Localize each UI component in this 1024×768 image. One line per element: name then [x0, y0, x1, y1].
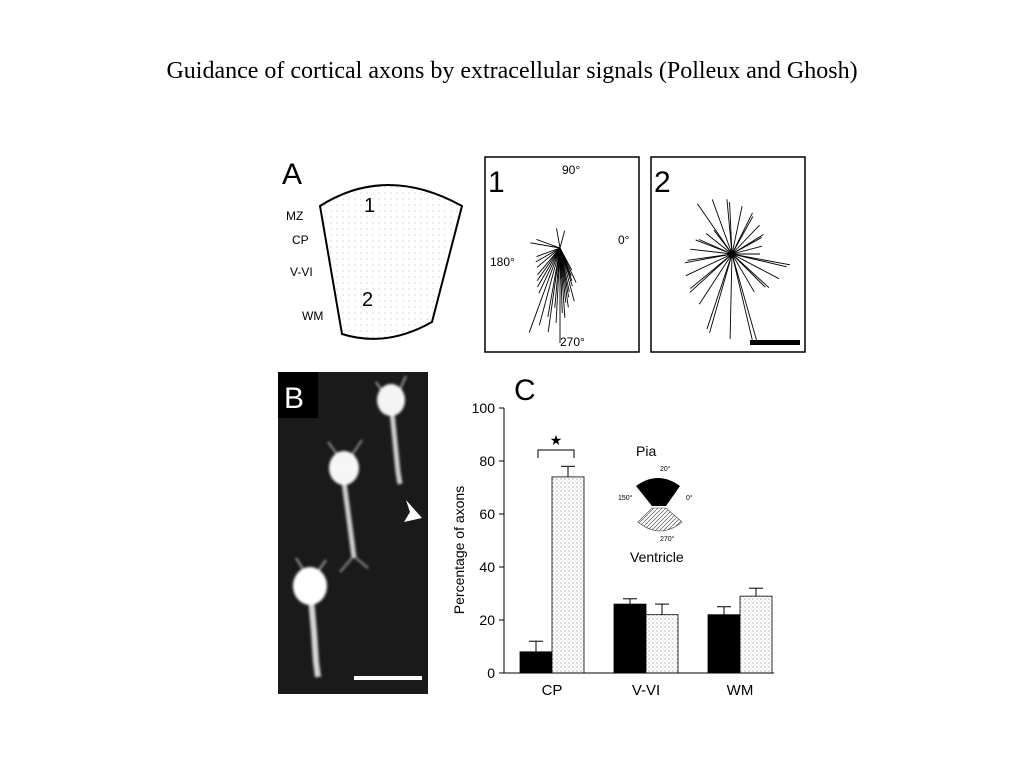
inset-label-pia: Pia [636, 443, 657, 459]
significance-star: ★ [549, 432, 563, 448]
layer-label-wm: WM [302, 309, 324, 323]
panel-a2-orientation-plot [650, 156, 806, 353]
panel-b-micrograph [278, 372, 428, 694]
inset-label-ventricle: Ventricle [630, 549, 684, 565]
region-1-label: 1 [364, 195, 376, 217]
panel-a1-number: 1 [488, 166, 505, 199]
bar [740, 596, 772, 673]
inset-upper-sector [636, 478, 680, 506]
x-axis [504, 673, 774, 699]
panel-c-letter: C [514, 374, 536, 407]
y-tick-label: 60 [479, 506, 495, 522]
y-tick-label: 20 [479, 612, 495, 628]
bar [520, 652, 552, 673]
orientation-inset [618, 443, 693, 565]
bar [708, 615, 740, 673]
x-tick-label: CP [541, 682, 563, 699]
bar [552, 477, 584, 673]
angle-label-90: 90° [562, 163, 581, 177]
bar [646, 615, 678, 673]
inset-angle-0: 0° [686, 495, 693, 502]
significance-bracket [538, 450, 574, 458]
bar [614, 604, 646, 673]
panel-a-letter: A [282, 158, 303, 191]
angle-label-270: 270° [560, 335, 585, 349]
scale-bar [354, 676, 422, 680]
panel-a1-orientation-plot [484, 156, 640, 353]
inset-lower-sector [638, 508, 682, 531]
panel-a-cortex-schematic [276, 150, 476, 350]
angle-label-180: 180° [490, 255, 515, 269]
panel-c-bar-chart [440, 370, 780, 700]
angle-label-0: 0° [618, 233, 630, 247]
y-tick-label: 0 [487, 665, 495, 681]
inset-angle-270: 270° [660, 536, 675, 543]
layer-label-mz: MZ [286, 209, 304, 223]
scale-bar [750, 340, 800, 345]
inset-angle-150: 150° [618, 495, 633, 502]
cortex-slice-outline [320, 185, 462, 339]
y-tick-label: 40 [479, 559, 495, 575]
layer-label-v-vi: V-VI [290, 265, 313, 279]
slide-title: Guidance of cortical axons by extracellular signals (Polleux and Ghosh) [166, 58, 858, 84]
panel-a2-number: 2 [654, 166, 671, 199]
y-tick-label: 80 [479, 453, 495, 469]
layer-label-cp: CP [292, 233, 309, 247]
x-tick-label: WM [726, 682, 754, 699]
panel-b-letter: B [284, 382, 305, 415]
y-tick-label: 100 [471, 400, 495, 416]
y-axis-label: Percentage of axons [451, 485, 467, 615]
x-tick-label: V-VI [631, 682, 661, 699]
region-2-label: 2 [362, 289, 374, 311]
y-axis [472, 400, 504, 681]
inset-angle-20: 20° [660, 466, 671, 473]
